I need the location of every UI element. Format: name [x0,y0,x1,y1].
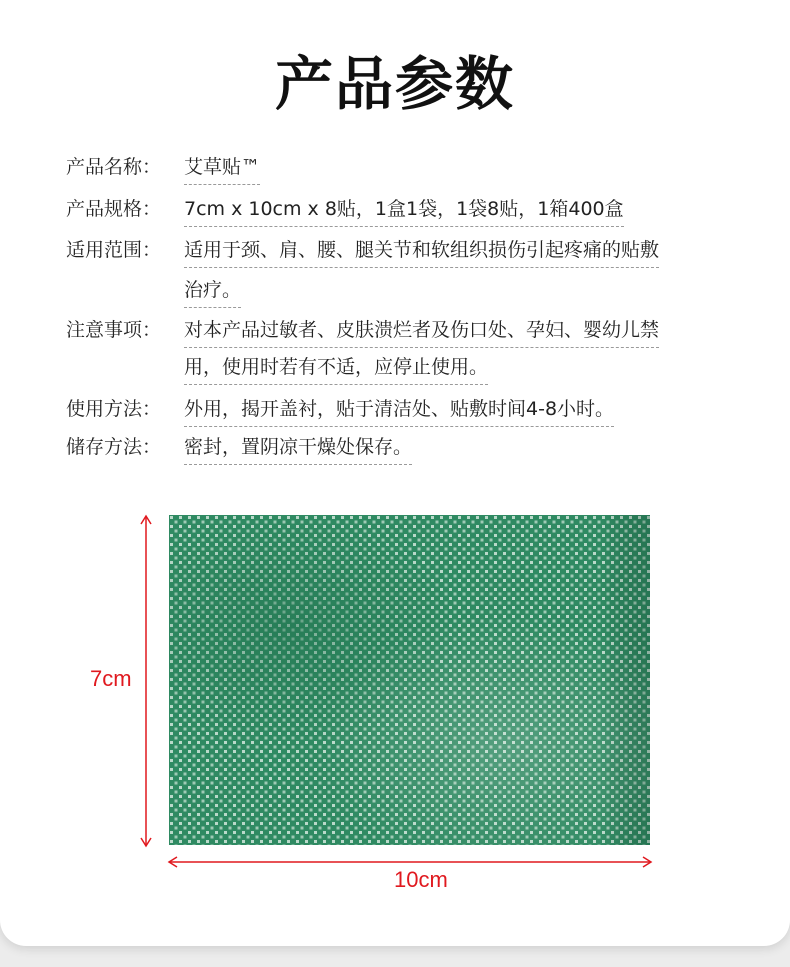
param-value: 外用，揭开盖衬，贴于清洁处、贴敷时间4-8小时。 [184,396,614,427]
param-value: 对本产品过敏者、皮肤溃烂者及伤口处、孕妇、婴幼儿禁 [184,317,659,348]
param-value: 治疗。 [184,277,241,308]
param-label: 注意事项： [66,319,162,341]
height-label: 7cm [90,666,132,691]
param-value: 密封，置阴凉干燥处保存。 [184,434,412,465]
page-title: 产品参数 [274,50,515,118]
param-label: 储存方法： [66,436,162,458]
param-label: 产品规格： [66,198,162,220]
param-value: 艾草贴™ [184,154,260,185]
patch-image [169,515,650,845]
param-label: 使用方法： [66,398,162,420]
param-value: 7cm x 10cm x 8贴，1盒1袋，1袋8贴，1箱400盒 [184,196,624,227]
param-value: 用，使用时若有不适，应停止使用。 [184,354,488,385]
height-arrow [138,513,154,849]
param-value: 适用于颈、肩、腰、腿关节和软组织损伤引起疼痛的贴敷 [184,237,659,268]
width-label: 10cm [394,867,448,892]
param-label: 产品名称： [66,156,162,178]
param-label: 适用范围： [66,239,162,261]
